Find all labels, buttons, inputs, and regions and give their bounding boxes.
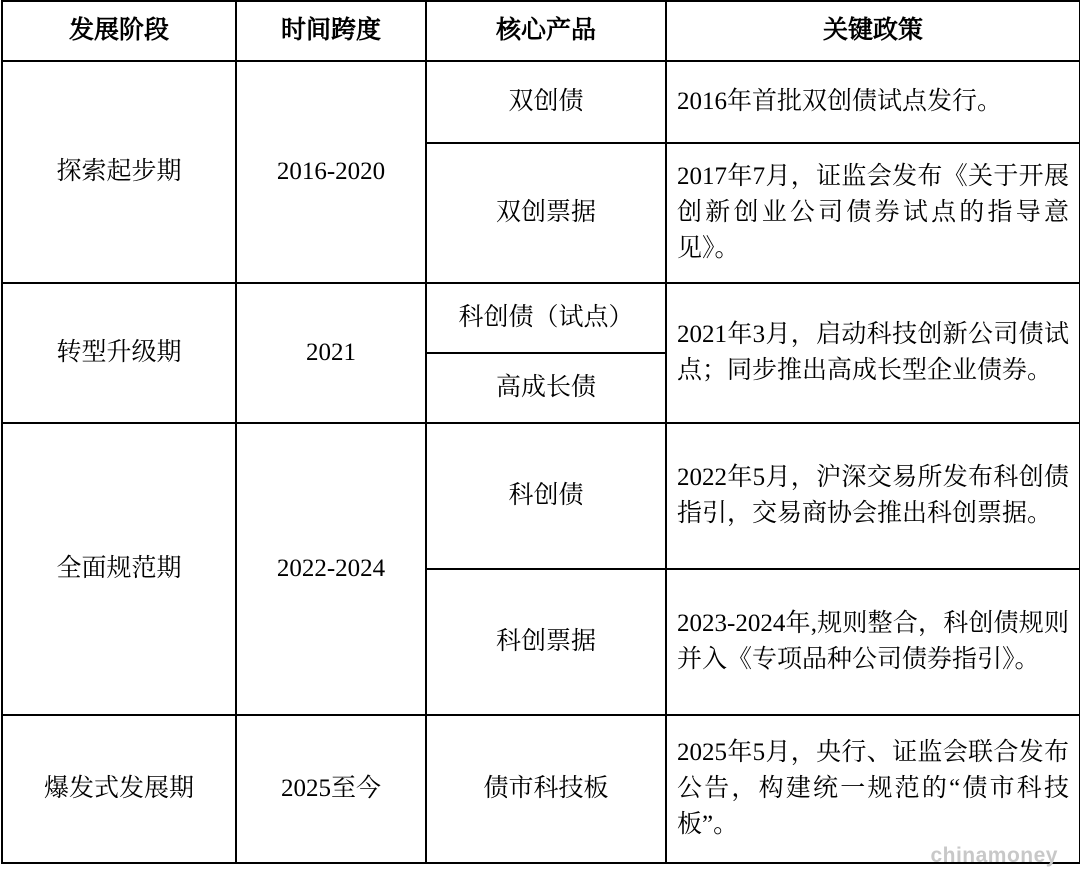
column-header-key-policy: 关键政策 [666,1,1080,61]
cell-timespan: 2021 [236,283,426,423]
table-row [2,283,1080,353]
cell-policy: 2022年5月，沪深交易所发布科创债指引，交易商协会推出科创票据。 [666,423,1080,569]
cell-stage: 探索起步期 [2,61,236,283]
cell-stage: 转型升级期 [2,283,236,423]
cell-product: 科创债（试点） [426,283,666,353]
table-body [2,61,1080,863]
cell-timespan: 2025至今 [236,715,426,863]
column-header-core-product: 核心产品 [426,1,666,61]
table-header [2,1,1080,61]
cell-timespan: 2016-2020 [236,61,426,283]
cell-product: 双创票据 [426,143,666,283]
cell-stage: 爆发式发展期 [2,715,236,863]
table-row [2,61,1080,143]
table-row [2,423,1080,569]
cell-product: 科创票据 [426,569,666,715]
cell-timespan: 2022-2024 [236,423,426,715]
cell-product: 双创债 [426,61,666,143]
table-header-row [2,1,1080,61]
column-header-stage: 发展阶段 [2,1,236,61]
cell-policy: 2017年7月，证监会发布《关于开展创新创业公司债券试点的指导意见》。 [666,143,1080,283]
cell-policy: 2023-2024年,规则整合，科创债规则并入《专项品种公司债券指引》。 [666,569,1080,715]
cell-product: 债市科技板 [426,715,666,863]
development-stages-table [1,0,1080,864]
cell-policy: 2021年3月，启动科技创新公司债试点；同步推出高成长型企业债券。 [666,283,1080,423]
cell-policy: 2016年首批双创债试点发行。 [666,61,1080,143]
watermark-label: chinamoney [930,844,1058,867]
table-row [2,715,1080,863]
column-header-timespan: 时间跨度 [236,1,426,61]
cell-product: 科创债 [426,423,666,569]
cell-policy: 2025年5月，央行、证监会联合发布公告，构建统一规范的“债市科技板”。 [666,715,1080,863]
cell-product: 高成长债 [426,353,666,423]
cell-stage: 全面规范期 [2,423,236,715]
